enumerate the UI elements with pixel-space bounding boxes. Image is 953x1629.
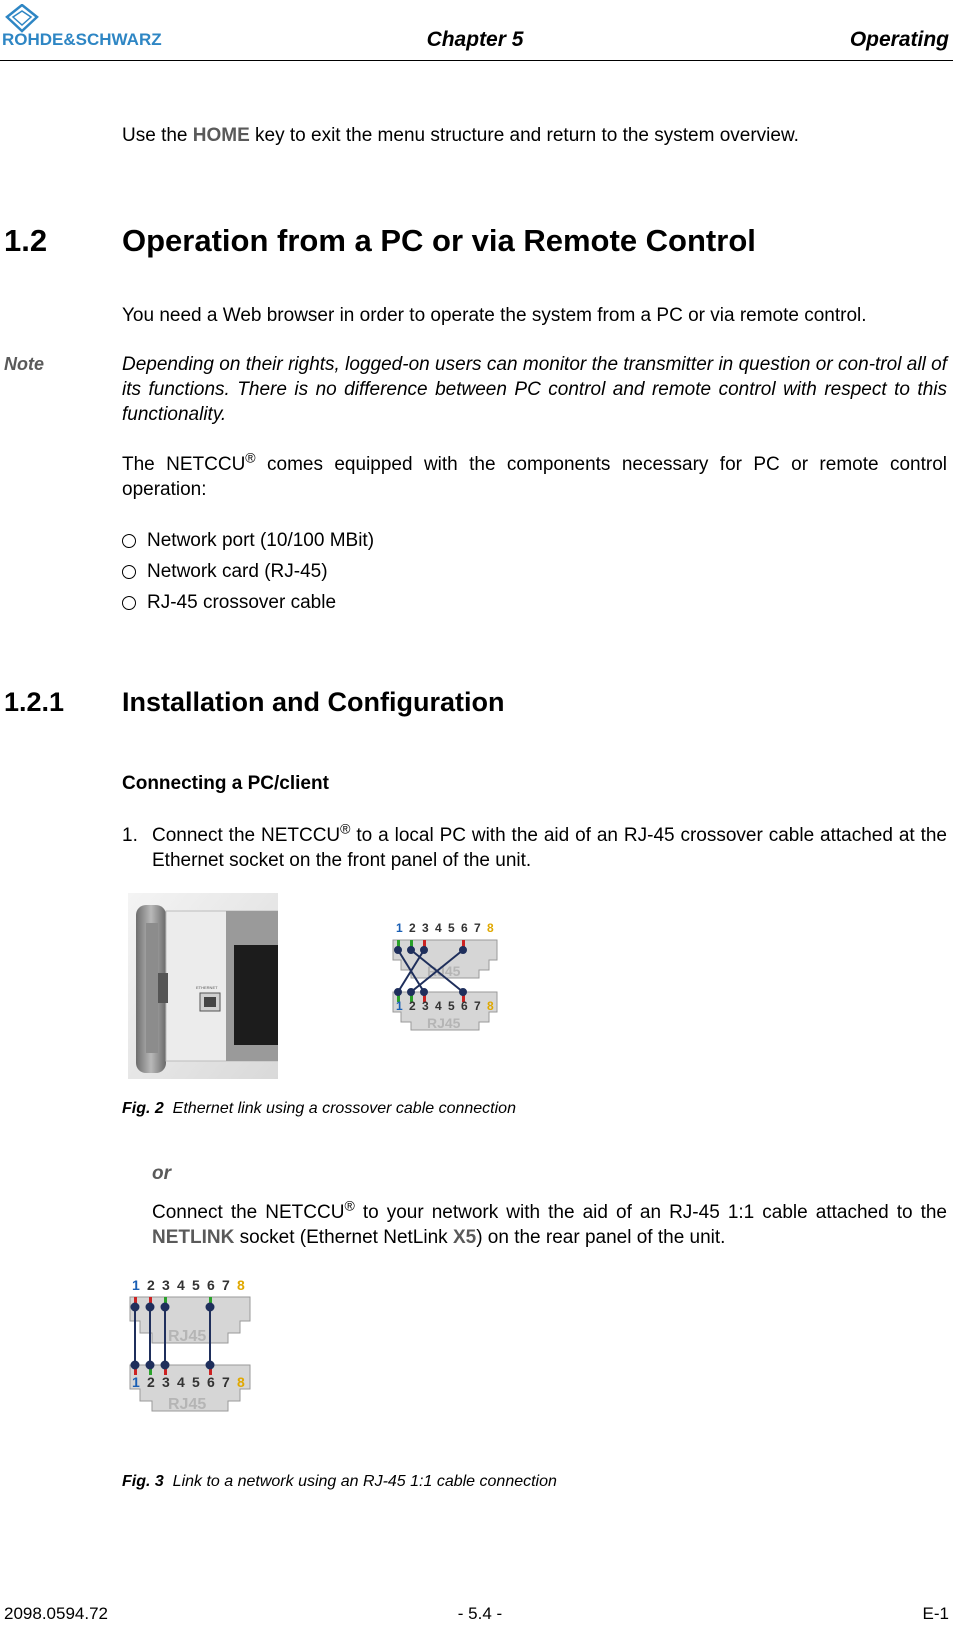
footer-doc-number: 2098.0594.72 bbox=[4, 1604, 108, 1623]
bullet-circle-icon bbox=[122, 534, 136, 548]
pin-label: 7 bbox=[474, 999, 481, 1013]
pin-label: 1 bbox=[132, 1374, 140, 1390]
registered-mark: ® bbox=[340, 820, 351, 837]
pin-label: 4 bbox=[177, 1277, 185, 1293]
pin-label: 2 bbox=[409, 999, 416, 1013]
connector-label: RJ45 bbox=[427, 1015, 461, 1031]
step-1b-suffix: ) on the rear panel of the unit. bbox=[476, 1227, 726, 1248]
intro-suffix: key to exit the menu structure and return to the system overview. bbox=[249, 125, 799, 146]
list-item bbox=[122, 528, 374, 553]
pin-label: 8 bbox=[237, 1374, 245, 1390]
rohde-schwarz-logo bbox=[2, 4, 222, 50]
section-1-2-text: You need a Web browser in order to operate the system from a PC or via remote control. bbox=[122, 305, 867, 326]
ethernet-label: ETHERNET bbox=[196, 985, 218, 990]
rj45-crossover-diagram bbox=[391, 918, 503, 1058]
list-item-text: Network port (10/100 MBit) bbox=[147, 530, 375, 551]
figure-2-caption bbox=[122, 1100, 516, 1118]
pin-label: 2 bbox=[409, 921, 416, 935]
figure-2-label: Fig. 2 bbox=[122, 1100, 164, 1117]
pin-label: 3 bbox=[422, 999, 429, 1013]
pin-label: 6 bbox=[461, 921, 468, 935]
figure-3-caption bbox=[122, 1473, 557, 1491]
pin-label: 5 bbox=[448, 999, 455, 1013]
pin-label: 3 bbox=[162, 1374, 170, 1390]
pin-label: 8 bbox=[487, 921, 494, 935]
step-1b-prefix: Connect the NETCCU bbox=[152, 1202, 345, 1223]
pin-label: 7 bbox=[474, 921, 481, 935]
connector-label: RJ45 bbox=[168, 1396, 207, 1413]
netccu-suffix: comes equipped with the components necessary for PC or remote control operation: bbox=[122, 454, 947, 500]
connector-label: RJ45 bbox=[427, 963, 461, 979]
pin-label: 6 bbox=[207, 1374, 215, 1390]
step-1-suffix: to a local PC with the aid of an RJ-45 crossover cable attached at the Ethernet socket on the front panel of the unit. bbox=[152, 825, 947, 871]
pin-label: 8 bbox=[487, 999, 494, 1013]
section-number-1-2-1: 1.2.1 bbox=[4, 687, 65, 717]
connector-label: RJ45 bbox=[168, 1328, 207, 1345]
figure-3-text: Link to a network using an RJ-45 1:1 cable connection bbox=[172, 1473, 557, 1490]
pin-label: 1 bbox=[132, 1277, 140, 1293]
step-1-text bbox=[152, 820, 947, 873]
step-1-alternative-text bbox=[152, 1197, 947, 1250]
netlink-key-label: NETLINK bbox=[152, 1227, 235, 1248]
section-title-1-2-1: Installation and Configuration bbox=[122, 687, 505, 717]
section-name: Operating bbox=[849, 28, 949, 51]
pin-label: 3 bbox=[422, 921, 429, 935]
note-text: Depending on their rights, logged-on users can monitor the transmitter in question or con-trol all of its functions. There is no difference between PC control and remote control with respect to this functionality. bbox=[122, 354, 947, 425]
home-key-label: HOME bbox=[192, 125, 250, 146]
pin-label: 5 bbox=[448, 921, 455, 935]
step-1-prefix: Connect the NETCCU bbox=[152, 825, 341, 846]
netccu-prefix: The NETCCU bbox=[122, 454, 246, 475]
netccu-paragraph bbox=[122, 449, 947, 502]
pin-label: 1 bbox=[396, 921, 403, 935]
pin-label: 6 bbox=[207, 1277, 215, 1293]
chapter-title: Chapter 5 bbox=[426, 28, 524, 51]
intro-prefix: Use the bbox=[122, 125, 193, 146]
footer-page-number: - 5.4 - bbox=[457, 1604, 503, 1623]
pin-label: 6 bbox=[461, 999, 468, 1013]
section-title-1-2: Operation from a PC or via Remote Control bbox=[122, 223, 756, 258]
pin-label: 8 bbox=[237, 1277, 245, 1293]
logo-text: ROHDE&SCHWARZ bbox=[2, 30, 162, 49]
bullet-circle-icon bbox=[122, 565, 136, 579]
pin-label: 1 bbox=[396, 999, 403, 1013]
pin-label: 2 bbox=[147, 1277, 155, 1293]
pin-label: 4 bbox=[435, 999, 442, 1013]
list-item-text: RJ-45 crossover cable bbox=[147, 592, 337, 613]
or-label: or bbox=[152, 1163, 171, 1184]
note-label: Note bbox=[4, 354, 44, 374]
list-item bbox=[122, 590, 336, 615]
registered-mark: ® bbox=[245, 449, 256, 466]
bullet-circle-icon bbox=[122, 596, 136, 610]
registered-mark: ® bbox=[344, 1197, 355, 1214]
pin-label: 4 bbox=[177, 1374, 185, 1390]
subheading-connecting: Connecting a PC/client bbox=[122, 773, 329, 794]
section-number-1-2: 1.2 bbox=[4, 223, 48, 258]
pin-label: 3 bbox=[162, 1277, 170, 1293]
pin-label: 5 bbox=[192, 1374, 200, 1390]
step-number: 1. bbox=[122, 825, 138, 846]
step-1b-mid1: to your network with the aid of an RJ-45 1:1 cable attached to the bbox=[354, 1202, 947, 1223]
pin-label: 7 bbox=[222, 1277, 230, 1293]
step-1b-mid2: socket (Ethernet NetLink bbox=[234, 1227, 453, 1248]
figure-3-label: Fig. 3 bbox=[122, 1473, 164, 1490]
intro-paragraph bbox=[122, 123, 799, 148]
header-divider bbox=[0, 60, 953, 61]
pin-label: 5 bbox=[192, 1277, 200, 1293]
list-item bbox=[122, 559, 328, 584]
netccu-front-panel-photo bbox=[128, 893, 278, 1079]
rj45-straight-diagram bbox=[128, 1275, 254, 1445]
footer-edition: E-1 bbox=[922, 1604, 949, 1623]
pin-label: 7 bbox=[222, 1374, 230, 1390]
x5-key-label: X5 bbox=[452, 1227, 477, 1248]
figure-2-text: Ethernet link using a crossover cable connection bbox=[172, 1100, 516, 1117]
list-item-text: Network card (RJ-45) bbox=[147, 561, 328, 582]
pin-label: 4 bbox=[435, 921, 442, 935]
pin-label: 2 bbox=[147, 1374, 155, 1390]
